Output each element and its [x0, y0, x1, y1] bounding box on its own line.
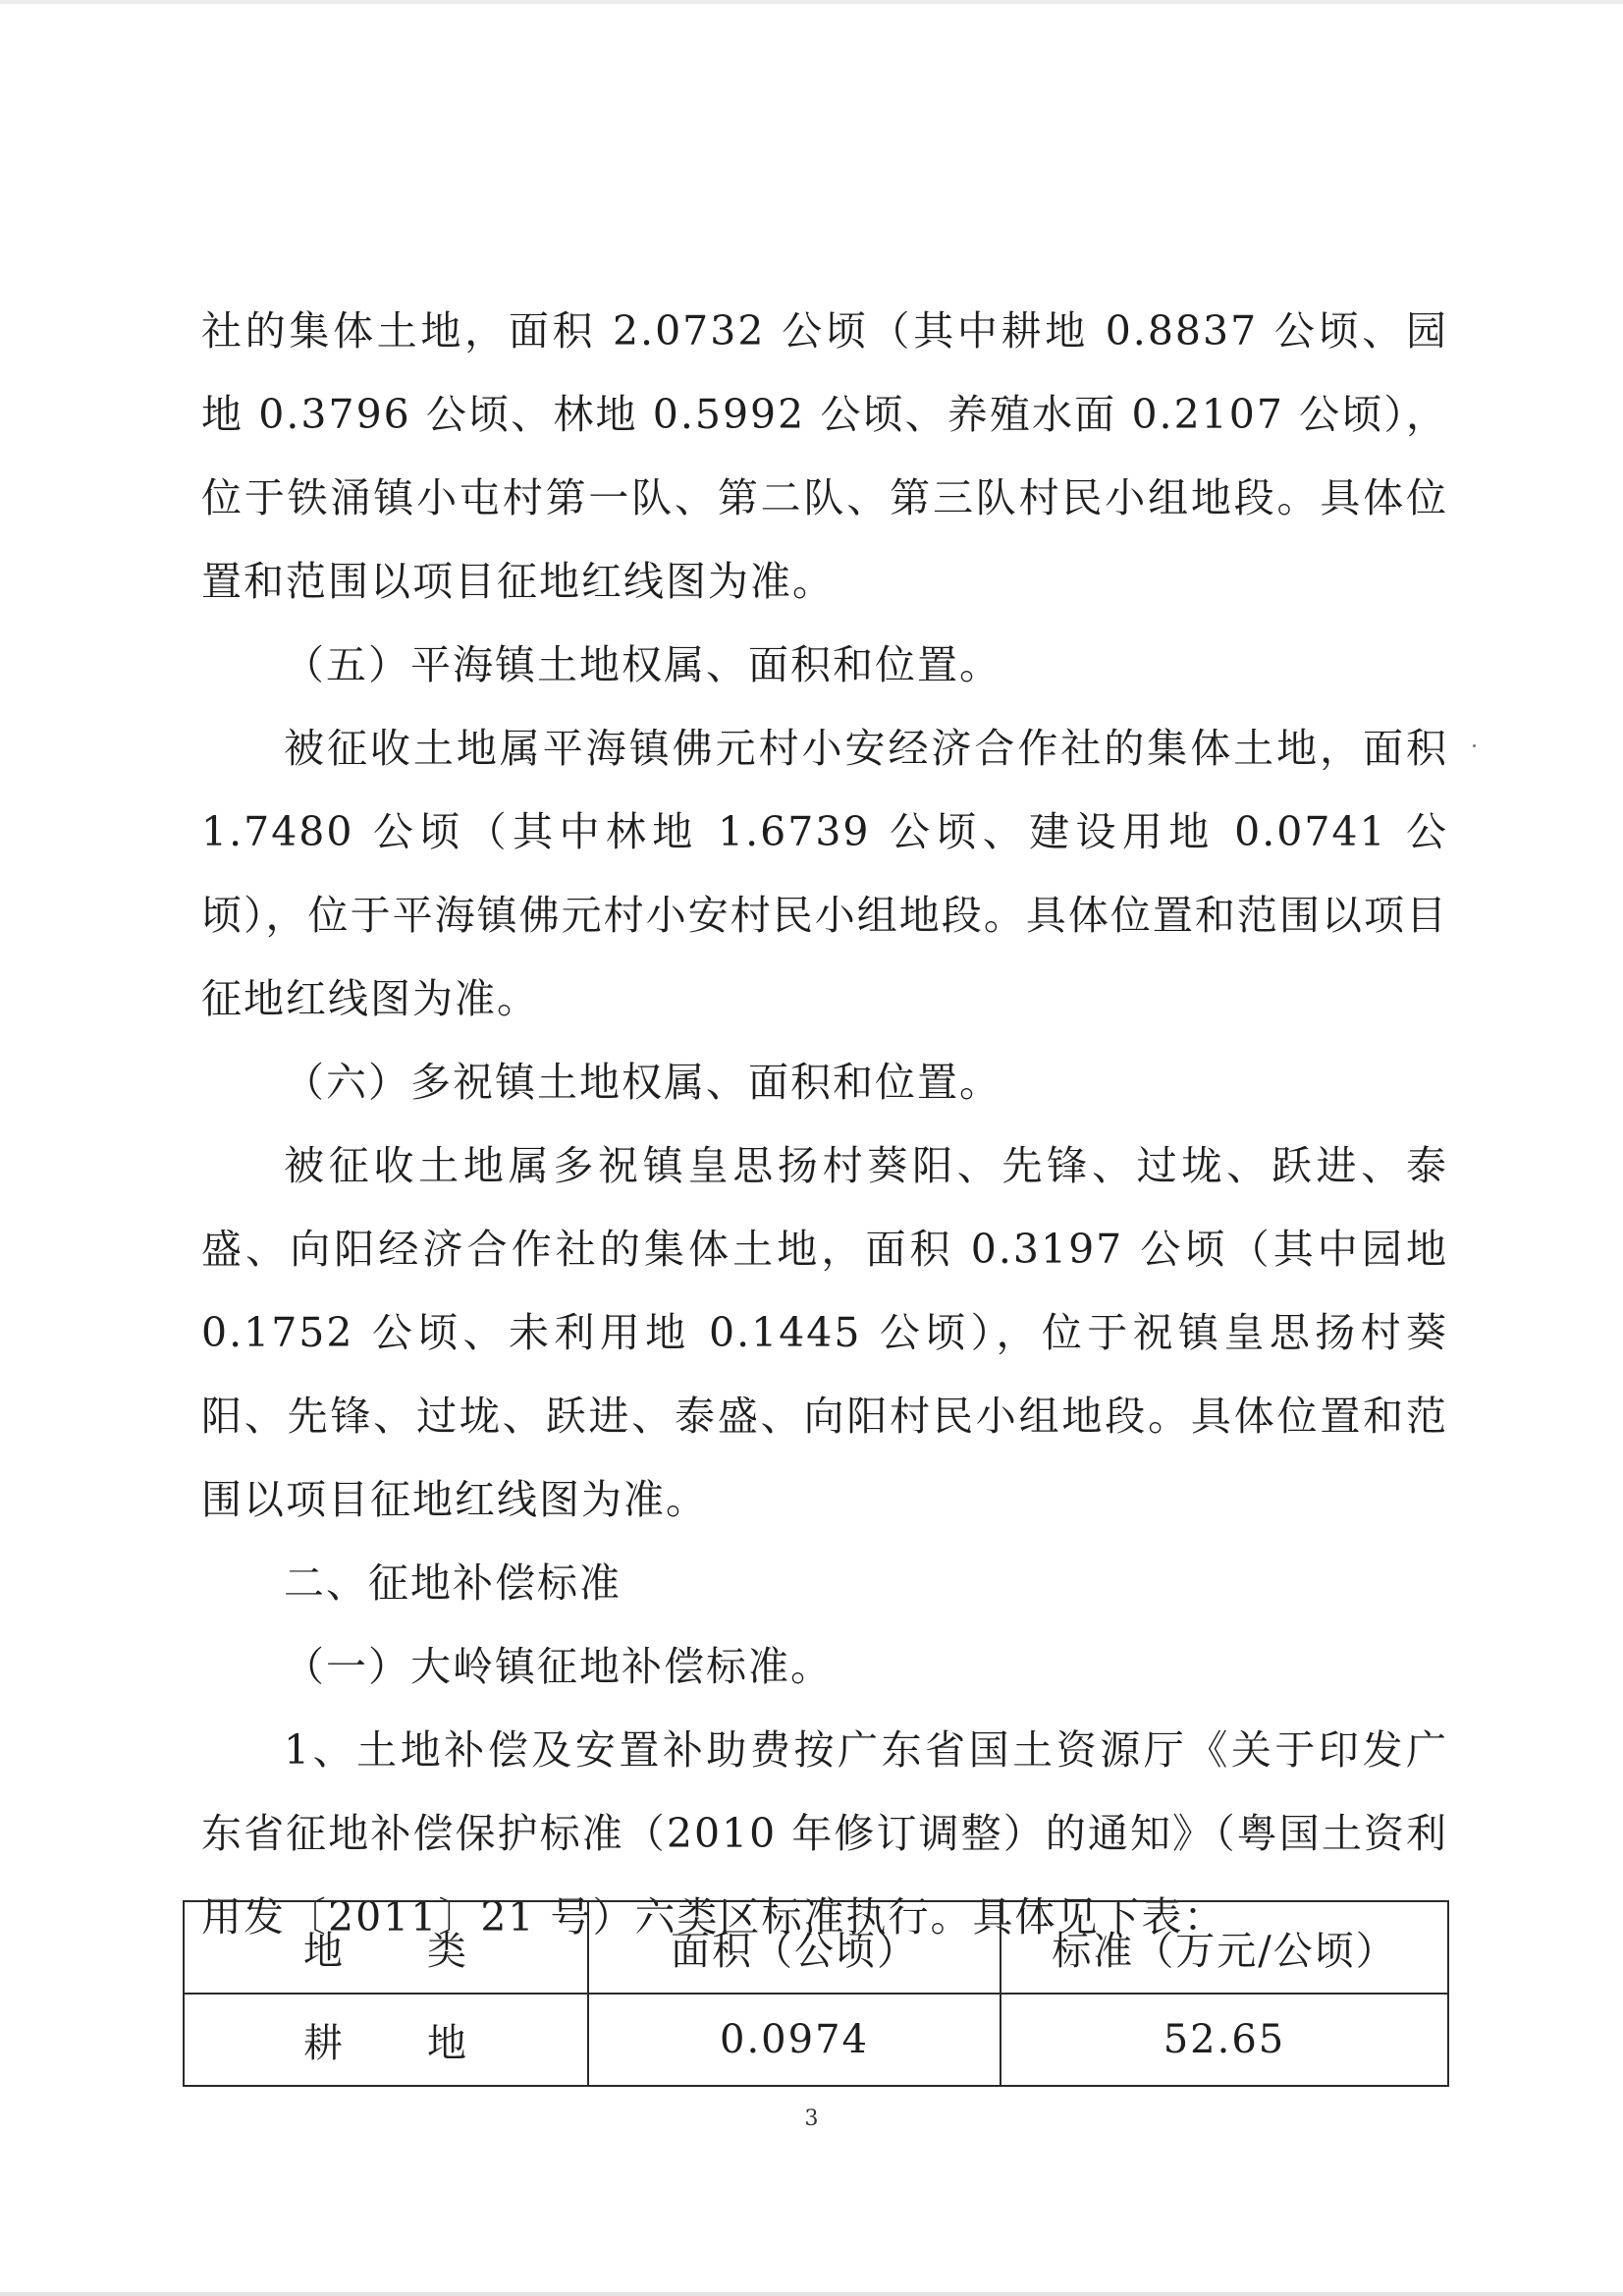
header-land-type: 地 类 — [184, 1901, 588, 1994]
body-text — [201, 290, 1448, 1959]
section-heading-pinghai: （五）平海镇土地权属、面积和位置。 — [284, 641, 1001, 688]
table-header-row — [184, 1901, 1448, 1994]
section-heading-compensation: 二、征地补偿标准 — [284, 1559, 622, 1607]
scan-speck — [1473, 744, 1476, 747]
subsection-heading-daling: （一）大岭镇征地补偿标准。 — [284, 1643, 833, 1690]
paragraph-continuation: 社的集体土地，面积 2.0732 公顷（其中耕地 0.8837 公顷、园地 0.3796 公顷、林地 0.5992 公顷、养殖水面 0.2107 公顷），位于铁涌镇小屯村第一队、第二队、第三队村民小组地段。具体位置和范围以项目征地红线图为准。 — [201, 307, 1448, 605]
paragraph-duozhu: 被征收土地属多祝镇皇思扬村葵阳、先锋、过垅、跃进、泰盛、向阳经济合作社的集体土地，面积 0.3197 公顷（其中园地 0.1752 公顷、未利用地 0.1445 公顷），位于祝镇皇思扬村葵阳、先锋、过垅、跃进、泰盛、向阳村民小组地段。具体位置和范围以项目征地红线图为准。 — [201, 1142, 1448, 1523]
paragraph-land-compensation: 1、土地补偿及安置补助费按广东省国土资源厅《关于印发广东省征地补偿保护标准（2010 年修订调整）的通知》（粤国土资利用发〔2011〕21 号）六类区标准执行。具体见下表： — [201, 1726, 1448, 1941]
scan-edge-top — [0, 0, 1623, 4]
page-number: 3 — [804, 2106, 819, 2131]
compensation-table — [183, 1900, 1449, 2087]
paragraph-pinghai: 被征收土地属平海镇佛元村小安经济合作社的集体土地，面积 1.7480 公顷（其中林地 1.6739 公顷、建设用地 0.0741 公顷），位于平海镇佛元村小安村民小组地段。具体位置和范围以项目征地红线图为准。 — [201, 725, 1448, 1022]
cell-land-type: 耕 地 — [184, 1994, 588, 2086]
scan-edge-bottom — [0, 2292, 1623, 2296]
header-area: 面积（公顷） — [588, 1901, 1001, 1994]
header-standard: 标准（万元/公顷） — [1001, 1901, 1448, 1994]
cell-standard: 52.65 — [1001, 1994, 1448, 2086]
section-heading-duozhu: （六）多祝镇土地权属、面积和位置。 — [284, 1059, 1001, 1106]
table-row — [184, 1994, 1448, 2086]
cell-area: 0.0974 — [588, 1994, 1001, 2086]
